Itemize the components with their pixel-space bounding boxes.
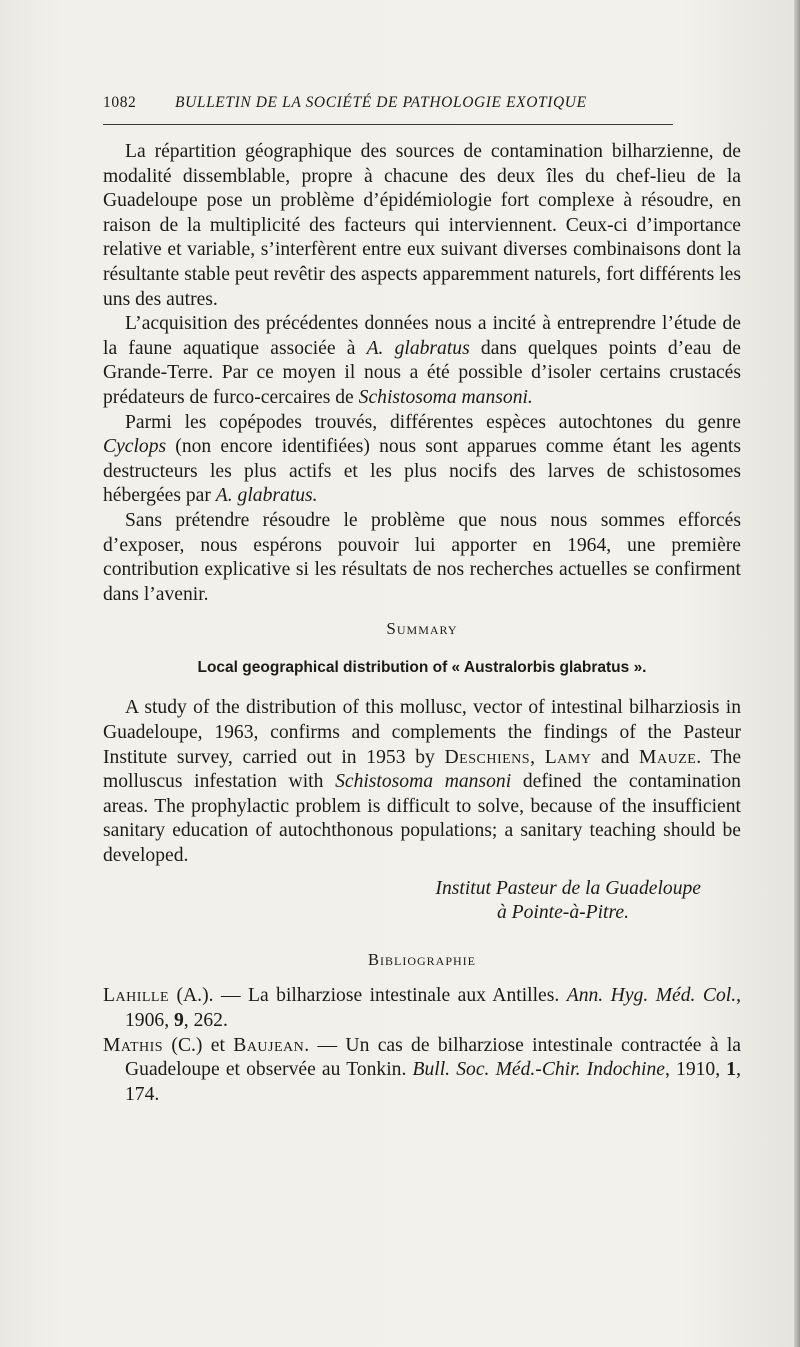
text-run: (A.). — La bilharziose intestinale aux Antilles. — [169, 985, 567, 1007]
volume-number: 9 — [173, 1010, 184, 1031]
summary-subtitle: Local geographical distribution of « Australorbis glabratus ». — [197, 658, 647, 676]
affiliation-line-2: à Pointe-à-Pitre. — [496, 902, 629, 924]
summary-text — [103, 696, 741, 868]
paragraph-3 — [103, 411, 741, 509]
page-number: 1082 — [103, 94, 137, 111]
species-name: A. glabratus. — [215, 485, 318, 507]
text-run: , 1906, — [125, 985, 741, 1031]
text-run: A study of the distribution of this mollusc, vector of intestinal bilharziosis in Guadeloupe, 1963, confirms and complements the findings of the Pasteur Institute survey, carried out in 1953 by — [103, 697, 741, 768]
text-run: , 1910, — [664, 1059, 727, 1081]
author-name: Baujean — [233, 1034, 305, 1056]
reference-1 — [103, 984, 741, 1033]
paragraph-4: Sans prétendre résoudre le problème que nous nous sommes efforcés d’exposer, nous espérons pouvoir lui apporter en 1964, une première contribution explicative si les résultats de nos recherches actuelles se confirment dans l’avenir. — [103, 509, 741, 605]
header-rule — [103, 124, 673, 125]
running-header — [103, 94, 673, 118]
species-name: Schistosoma mansoni. — [358, 386, 533, 408]
paragraph-1: La répartition géographique des sources de contamination bilharzienne, de modalité dissemblable, propre à chacune des deux îles du chef-lieu de la Guadeloupe pose un problème d’épidémiologie fort complexe à résoudre, en raison de la multiplicité des facteurs qui interviennent. Ceux-ci d’importance relative et variable, s’interfèrent entre eux suivant diverses combinaisons dont la résultante stable peut revêtir des aspects apparemment naturels, fort différents les uns des autres. — [103, 141, 741, 310]
text-run: , 174. — [125, 1059, 741, 1105]
genus-name: Cyclops — [103, 436, 167, 458]
reference-2 — [103, 1034, 741, 1108]
text-run: , 262. — [183, 1010, 228, 1031]
affiliation-line-1: Institut Pasteur de la Guadeloupe — [435, 877, 701, 899]
journal-name: Bull. Soc. Méd.-Chir. Indochine — [412, 1059, 665, 1081]
text-run: (C.) et — [163, 1034, 234, 1056]
journal-name: Ann. Hyg. Méd. Col. — [566, 985, 737, 1007]
text-run: (non encore identifiées) nous sont apparues comme étant les agents destructeurs les plus actifs et les plus nocifs des larves de schistosomes hébergées par — [103, 436, 741, 507]
species-name: A. glabratus — [366, 337, 470, 359]
text-run: , — [530, 746, 545, 768]
article-body — [103, 140, 741, 1107]
text-run: . — Un cas de bilharziose intestinale contractée à la Guadeloupe et observée au Tonkin. — [125, 1034, 741, 1081]
text-run: L’acquisition des précédentes données nous a incité à entreprendre l’étude de la faune aquatique associée à — [103, 313, 741, 359]
text-run: . The molluscus infestation with — [103, 746, 742, 793]
page-edge-shadow — [794, 0, 800, 1347]
author-name: Lahille — [103, 985, 170, 1007]
text-run: dans quelques points d’eau de Grande-Terre. Par ce moyen il nous a été possible d’isoler certains crustacés prédateurs de furco-cercaires de — [103, 337, 741, 408]
author-name: Lamy — [544, 746, 592, 768]
text-run: and — [591, 746, 640, 768]
author-name: Deschiens — [444, 746, 531, 768]
text-run: Parmi les copépodes trouvés, différentes espèces autochtones du genre — [125, 411, 741, 433]
text-run: defined the contamination areas. The prophylactic problem is difficult to solve, because of the insufficient sanitary education of autochthonous populations; a sanitary teaching should be developed. — [103, 771, 741, 867]
bibliography-heading: Bibliographie — [368, 949, 476, 969]
species-name: Schistosoma mansoni — [335, 771, 512, 793]
journal-title: BULLETIN DE LA SOCIÉTÉ DE PATHOLOGIE EXOTIQUE — [175, 94, 587, 111]
author-name: Mauze — [639, 746, 697, 768]
summary-heading: Summary — [386, 619, 458, 639]
author-name: Mathis — [103, 1034, 164, 1056]
paragraph-2 — [103, 312, 741, 410]
volume-number: 1 — [726, 1059, 737, 1081]
